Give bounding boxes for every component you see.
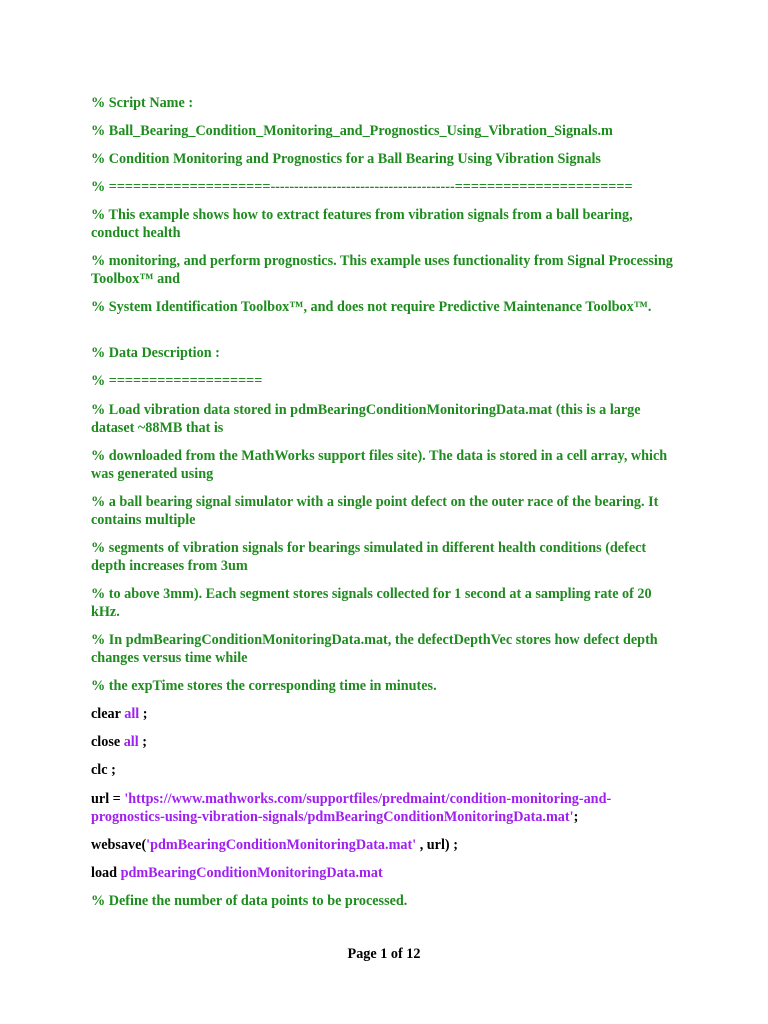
comment-intro-3: % System Identification Toolbox™, and does not require Predictive Maintenance Toolbox™. (91, 299, 652, 315)
code-terminator: ; (138, 734, 147, 750)
code-filename-string: 'pdmBearingConditionMonitoringData.mat' (146, 837, 417, 853)
divider-segment-equals: ====================== (454, 179, 633, 195)
code-terminator: ; (573, 809, 579, 825)
comment-data-description: % Data Description : (91, 345, 220, 361)
comment-divider-2: % =================== (91, 373, 263, 389)
code-keyword: clear (91, 706, 125, 722)
comment-intro-1: % This example shows how to extract features from vibration signals from a ball bearing, conduct health (91, 207, 633, 241)
comment-intro-2: % monitoring, and perform prognostics. This example uses functionality from Signal Processing Toolbox™ and (91, 253, 673, 287)
comment-load-4: % segments of vibration signals for bearings simulated in different health conditions (defect depth increases from 3um (91, 540, 647, 574)
comment-divider-1 (91, 178, 681, 196)
code-close (91, 733, 681, 751)
comment-title: % Condition Monitoring and Prognostics for a Ball Bearing Using Vibration Signals (91, 151, 601, 167)
code-keyword: close (91, 734, 124, 750)
divider-segment-dashes: --------------------------------------- (270, 179, 455, 195)
code-terminator: ; (139, 706, 148, 722)
code-keyword: url = (91, 791, 125, 807)
code-clear (91, 705, 681, 723)
comment-file-name: % Ball_Bearing_Condition_Monitoring_and_Prognostics_Using_Vibration_Signals.m (91, 123, 613, 139)
code-keyword: load (91, 865, 121, 881)
divider-segment-equals: % ==================== (91, 179, 271, 195)
code-url (91, 790, 681, 826)
code-argument: pdmBearingConditionMonitoringData.mat (120, 865, 383, 881)
code-url-string: 'https://www.mathworks.com/supportfiles/predmaint/condition-monitoring-and-prognostics-using-vibration-signals/pdmBearingConditionMonitoringData.mat' (91, 791, 612, 825)
comment-load-3: % a ball bearing signal simulator with a single point defect on the outer race of the bearing. It contains multiple (91, 494, 659, 528)
code-argument: all (123, 734, 139, 750)
page-number: Page 1 of 12 (347, 946, 421, 962)
comment-script-name: % Script Name : (91, 95, 194, 111)
comment-load-2: % downloaded from the MathWorks support files site). The data is stored in a cell array, which was generated using (91, 448, 668, 482)
code-arguments: , url) ; (416, 837, 458, 853)
comment-define: % Define the number of data points to be processed. (91, 893, 408, 909)
code-clc: clc ; (91, 762, 116, 778)
comment-load-7: % the expTime stores the corresponding time in minutes. (91, 678, 437, 694)
comment-load-5: % to above 3mm). Each segment stores signals collected for 1 second at a sampling rate of 20 kHz. (91, 586, 652, 620)
comment-load-6: % In pdmBearingConditionMonitoringData.mat, the defectDepthVec stores how defect depth changes versus time while (91, 632, 658, 666)
code-websave (91, 836, 681, 854)
comment-load-1: % Load vibration data stored in pdmBearingConditionMonitoringData.mat (this is a large dataset ~88MB that is (91, 402, 641, 436)
code-argument: all (124, 706, 140, 722)
code-keyword: websave( (91, 837, 147, 853)
code-load (91, 864, 681, 882)
